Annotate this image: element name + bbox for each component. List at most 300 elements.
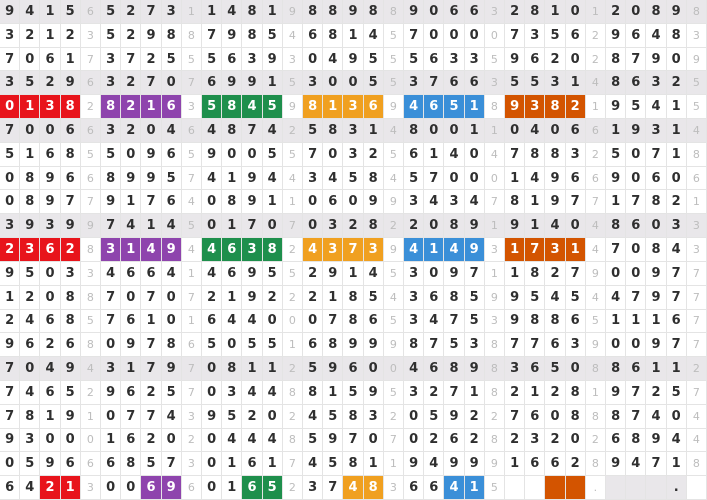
separator-digit-cell: 3 [687,214,707,238]
digit-cell: 4 [303,452,323,476]
digit-cell: 0 [101,405,121,429]
digit-cell: 1 [364,119,384,143]
separator-digit-cell: 5 [283,262,303,286]
digit-cell: 4 [626,452,646,476]
digit-cell: 8 [343,405,363,429]
separator-digit-cell: 4 [384,119,404,143]
digit-cell: 1 [20,95,40,119]
digit-cell: 3 [364,238,384,262]
digit-cell: 8 [121,452,141,476]
digit-cell: 2 [424,381,444,405]
digit-cell: 0 [566,214,586,238]
digit-cell: 8 [505,190,525,214]
digit-cell: 4 [162,119,182,143]
separator-digit-cell: 8 [283,381,303,405]
separator-digit-cell: 1 [485,262,505,286]
digit-cell: 9 [141,143,161,167]
digit-cell: 6 [61,119,81,143]
digit-cell: 2 [61,24,81,48]
digit-cell: 9 [545,167,565,191]
digit-cell: 8 [606,357,626,381]
digit-cell: 8 [566,381,586,405]
digit-cell: 1 [364,452,384,476]
digit-cell: 4 [141,238,161,262]
digit-cell: 8 [162,24,182,48]
digit-cell: 3 [465,333,485,357]
digit-cell: 6 [545,333,565,357]
digit-cell: 4 [242,429,262,453]
digit-cell: 0 [465,143,485,167]
digit-cell: 8 [606,48,626,72]
digit-cell: 0 [606,333,626,357]
separator-digit-cell: 2 [485,405,505,429]
digit-cell: 6 [202,71,222,95]
digit-cell: 0 [545,405,565,429]
digit-cell: 6 [404,476,424,500]
digit-cell: 2 [40,476,60,500]
separator-digit-cell: 6 [81,71,101,95]
digit-cell: 4 [20,310,40,334]
digit-cell: 1 [525,381,545,405]
digit-cell: 0 [424,119,444,143]
digit-cell: 4 [667,429,687,453]
separator-digit-cell: 7 [687,286,707,310]
digit-cell: 6 [424,95,444,119]
digit-cell: 6 [667,310,687,334]
digit-cell: 7 [626,405,646,429]
digit-cell: 9 [505,286,525,310]
digit-cell [626,476,646,500]
digit-cell: 4 [162,405,182,429]
separator-digit-cell: 9 [81,214,101,238]
separator-digit-cell: 5 [283,143,303,167]
separator-digit-cell: 7 [586,190,606,214]
digit-cell: 9 [323,357,343,381]
digit-cell: 2 [566,452,586,476]
digit-cell: 9 [61,214,81,238]
separator-digit-cell: 2 [586,429,606,453]
digit-cell: 0 [202,452,222,476]
digit-cell: 1 [263,0,283,24]
separator-digit-cell: 9 [384,190,404,214]
separator-digit-cell: 8 [485,95,505,119]
separator-digit-cell: 1 [586,0,606,24]
digit-cell: 6 [525,48,545,72]
digit-cell: 4 [101,262,121,286]
digit-cell: 2 [61,238,81,262]
digit-cell: 3 [545,238,565,262]
digit-cell: 9 [101,381,121,405]
digit-cell: 0 [424,262,444,286]
separator-digit-cell: 2 [283,238,303,262]
digit-cell: 2 [141,381,161,405]
separator-digit-cell: 2 [384,405,404,429]
digit-cell: 7 [667,286,687,310]
digit-cell: 0 [323,71,343,95]
digit-cell: 1 [323,381,343,405]
separator-digit-cell: 3 [687,238,707,262]
digit-cell: 0 [20,357,40,381]
digit-cell: 8 [364,0,384,24]
digit-cell: 3 [525,429,545,453]
separator-digit-cell: 1 [687,190,707,214]
digit-cell: 0 [0,95,20,119]
digit-cell: 7 [343,429,363,453]
separator-digit-cell: 7 [182,71,202,95]
digit-cell: 8 [444,357,464,381]
digit-cell: 0 [424,24,444,48]
separator-digit-cell: 1 [586,381,606,405]
separator-digit-cell: 2 [81,381,101,405]
digit-cell: 2 [0,238,20,262]
separator-digit-cell: 6 [81,452,101,476]
digit-cell: 9 [606,452,626,476]
digit-cell: 6 [444,71,464,95]
digit-cell: 7 [626,381,646,405]
digit-cell: 1 [525,190,545,214]
digit-cell: 9 [0,333,20,357]
digit-cell: 1 [566,71,586,95]
digit-cell: 5 [303,429,323,453]
digit-cell: 0 [303,48,323,72]
digit-cell: 6 [566,24,586,48]
digit-cell: 9 [465,214,485,238]
digit-cell: 5 [404,48,424,72]
digit-cell: 7 [162,452,182,476]
digit-cell: 6 [40,310,60,334]
digit-cell: 2 [505,0,525,24]
digit-cell: 1 [465,95,485,119]
digit-cell: 9 [505,310,525,334]
digit-cell: 7 [667,333,687,357]
digit-cell: 6 [141,476,161,500]
digit-cell: 7 [121,405,141,429]
digit-cell: 9 [606,167,626,191]
digit-cell: 2 [121,24,141,48]
separator-digit-cell: 3 [485,310,505,334]
digit-cell: 6 [162,95,182,119]
digit-cell: 0 [40,262,60,286]
digit-cell: 4 [444,143,464,167]
digit-cell: 3 [404,262,424,286]
digit-cell: 0 [162,71,182,95]
digit-cell: 2 [545,429,565,453]
digit-cell: 4 [364,24,384,48]
digit-cell: 1 [40,405,60,429]
digit-cell: 2 [303,286,323,310]
digit-cell: 8 [343,310,363,334]
separator-digit-cell: 5 [283,71,303,95]
digit-cell: 9 [202,143,222,167]
digit-cell: 2 [646,381,666,405]
digit-cell: 8 [323,333,343,357]
digit-cell: 3 [101,357,121,381]
digit-cell: 5 [222,405,242,429]
digit-cell: 0 [465,167,485,191]
digit-cell: 4 [303,405,323,429]
digit-cell: 1 [606,310,626,334]
digit-cell: 5 [364,71,384,95]
digit-cell: 3 [404,71,424,95]
digit-cell: 9 [606,24,626,48]
digit-cell: 1 [263,71,283,95]
digit-cell: 7 [444,381,464,405]
digit-cell: 7 [505,143,525,167]
digit-cell: 2 [404,214,424,238]
digit-cell: 7 [606,238,626,262]
separator-digit-cell: 2 [283,286,303,310]
digit-cell: 4 [424,190,444,214]
digit-cell: 4 [263,119,283,143]
digit-cell: 8 [606,71,626,95]
digit-cell: 6 [444,0,464,24]
digit-cell: 1 [141,95,161,119]
digit-cell: 7 [626,48,646,72]
separator-digit-cell: 4 [283,167,303,191]
digit-cell: 0 [202,476,222,500]
digit-cell: 5 [202,48,222,72]
separator-digit-cell: 2 [283,357,303,381]
digit-cell: 2 [364,143,384,167]
digit-cell: 0 [222,143,242,167]
digit-cell: 7 [343,238,363,262]
digit-cell: 2 [545,262,565,286]
digit-cell: 6 [61,452,81,476]
digit-cell: 7 [141,0,161,24]
digit-cell: 6 [61,167,81,191]
digit-cell: 5 [162,381,182,405]
digit-cell: 0 [364,357,384,381]
digit-cell: 0 [162,286,182,310]
digit-cell: 0 [566,429,586,453]
digit-cell: 5 [263,95,283,119]
separator-digit-cell: 4 [586,238,606,262]
digit-cell: 9 [343,333,363,357]
separator-digit-cell: 6 [586,119,606,143]
digit-cell: 4 [525,119,545,143]
separator-digit-cell: 6 [687,167,707,191]
digit-cell: 3 [404,381,424,405]
digit-cell: 1 [626,310,646,334]
digit-cell: 3 [303,71,323,95]
digit-cell: 2 [121,95,141,119]
digit-cell: 0 [566,357,586,381]
digit-cell: 7 [0,119,20,143]
digit-cell: 7 [505,333,525,357]
digit-cell: 9 [61,71,81,95]
digit-cell: 7 [141,405,161,429]
digit-cell: 6 [525,405,545,429]
digit-cell: 4 [404,357,424,381]
separator-digit-cell: 7 [687,381,707,405]
digit-cell: 6 [20,333,40,357]
digit-cell: 1 [263,190,283,214]
digit-cell: 0 [40,286,60,310]
digit-cell: 6 [525,357,545,381]
separator-digit-cell: 0 [283,310,303,334]
separator-digit-cell: 7 [182,381,202,405]
digit-cell: 8 [525,143,545,167]
separator-digit-cell: 2 [283,476,303,500]
separator-digit-cell: 5 [384,262,404,286]
digit-cell: 6 [222,48,242,72]
digit-cell: 5 [202,95,222,119]
digit-cell: 6 [626,357,646,381]
digit-cell: 6 [404,143,424,167]
digit-cell: 9 [202,405,222,429]
digit-cell: 4 [404,95,424,119]
digit-cell: 9 [364,190,384,214]
digit-cell: 0 [626,0,646,24]
digit-cell: 3 [525,95,545,119]
digit-cell: 0 [465,24,485,48]
digit-cell: 7 [0,48,20,72]
separator-digit-cell: 5 [182,214,202,238]
digit-cell: 9 [465,452,485,476]
digit-cell [525,476,545,500]
digit-cell: 0 [121,143,141,167]
digit-cell: 9 [646,262,666,286]
separator-digit-cell: 8 [485,381,505,405]
digit-cell: 0 [606,262,626,286]
digit-cell: 6 [121,381,141,405]
separator-digit-cell: 2 [182,429,202,453]
digit-cell: 2 [40,333,60,357]
digit-cell: 8 [323,0,343,24]
separator-digit-cell: 7 [283,214,303,238]
digit-cell: 7 [242,119,262,143]
digit-cell: 6 [566,119,586,143]
digit-cell: 8 [364,167,384,191]
separator-digit-cell: 4 [384,167,404,191]
digit-cell: 3 [404,286,424,310]
separator-digit-cell: 8 [283,429,303,453]
digit-cell: 5 [20,262,40,286]
digit-cell: 4 [343,476,363,500]
digit-cell: 7 [505,24,525,48]
separator-digit-cell: 4 [586,286,606,310]
separator-digit-cell: 5 [81,310,101,334]
digit-cell: 5 [364,286,384,310]
digit-cell: 3 [303,167,323,191]
digit-cell: 9 [444,452,464,476]
separator-digit-cell: 1 [81,405,101,429]
digit-cell: 1 [566,238,586,262]
digit-cell: 8 [222,190,242,214]
digit-cell: 3 [20,238,40,262]
digit-cell: 1 [20,143,40,167]
separator-digit-cell: 3 [485,0,505,24]
digit-cell: 5 [202,333,222,357]
digit-cell: 6 [222,238,242,262]
digit-cell: 0 [101,333,121,357]
digit-cell: 4 [242,381,262,405]
digit-cell: 5 [465,310,485,334]
digit-cell: 1 [667,95,687,119]
digit-cell: 5 [566,286,586,310]
digit-cell: 4 [465,190,485,214]
digit-cell: 6 [303,333,323,357]
digit-cell: 8 [444,286,464,310]
digit-cell [646,476,666,500]
digit-cell: 9 [444,262,464,286]
digit-cell: 9 [101,190,121,214]
digit-cell: 6 [141,262,161,286]
digit-cell: 2 [263,286,283,310]
digit-cell: 5 [505,71,525,95]
digit-cell: 0 [404,405,424,429]
digit-cell: 9 [162,476,182,500]
digit-cell: 0 [667,48,687,72]
digit-cell: 4 [242,95,262,119]
separator-digit-cell: 4 [182,238,202,262]
digit-cell: 3 [61,262,81,286]
digit-cell: 5 [20,452,40,476]
separator-digit-cell: 7 [182,286,202,310]
digit-cell: 9 [0,429,20,453]
digit-cell: 0 [202,381,222,405]
digit-cell: 3 [667,214,687,238]
digit-cell: 5 [303,357,323,381]
digit-cell: 1 [121,190,141,214]
digit-cell: 6 [424,357,444,381]
digit-cell: 5 [444,333,464,357]
digit-cell: 7 [404,24,424,48]
digit-cell: 1 [465,381,485,405]
digit-cell: 7 [0,357,20,381]
digit-cell: 1 [646,310,666,334]
digit-cell: 0 [0,452,20,476]
digit-cell: 0 [424,214,444,238]
digit-cell: 6 [162,190,182,214]
digit-cell: 6 [61,333,81,357]
digit-cell: 8 [545,143,565,167]
digit-cell: 0 [626,167,646,191]
digit-cell: 0 [0,190,20,214]
digit-cell: 0 [162,310,182,334]
digit-cell: 9 [343,0,363,24]
digit-cell: 2 [121,0,141,24]
digit-cell: 1 [323,95,343,119]
digit-cell: 9 [222,71,242,95]
separator-digit-cell: 5 [485,48,505,72]
separator-digit-cell: 3 [81,24,101,48]
separator-digit-cell: 2 [384,214,404,238]
digit-cell: 4 [404,238,424,262]
digit-cell: 8 [101,167,121,191]
digit-cell: 8 [646,238,666,262]
digit-cell: 5 [263,333,283,357]
digit-cell: 9 [0,0,20,24]
digit-cell: 5 [364,48,384,72]
separator-digit-cell: 5 [81,143,101,167]
separator-digit-cell: 3 [384,476,404,500]
digit-cell: 4 [40,357,60,381]
digit-cell: 2 [20,286,40,310]
separator-digit-cell: 5 [384,24,404,48]
digit-cell: 8 [242,0,262,24]
digit-cell: 1 [667,119,687,143]
separator-digit-cell: 8 [687,0,707,24]
digit-cell: 6 [222,262,242,286]
separator-digit-cell: 5 [384,143,404,167]
digit-cell: 8 [222,357,242,381]
digit-cell: 0 [424,0,444,24]
digit-cell: 5 [20,71,40,95]
digit-cell: 9 [505,95,525,119]
digit-cell: 4 [263,381,283,405]
separator-digit-cell: 8 [586,357,606,381]
